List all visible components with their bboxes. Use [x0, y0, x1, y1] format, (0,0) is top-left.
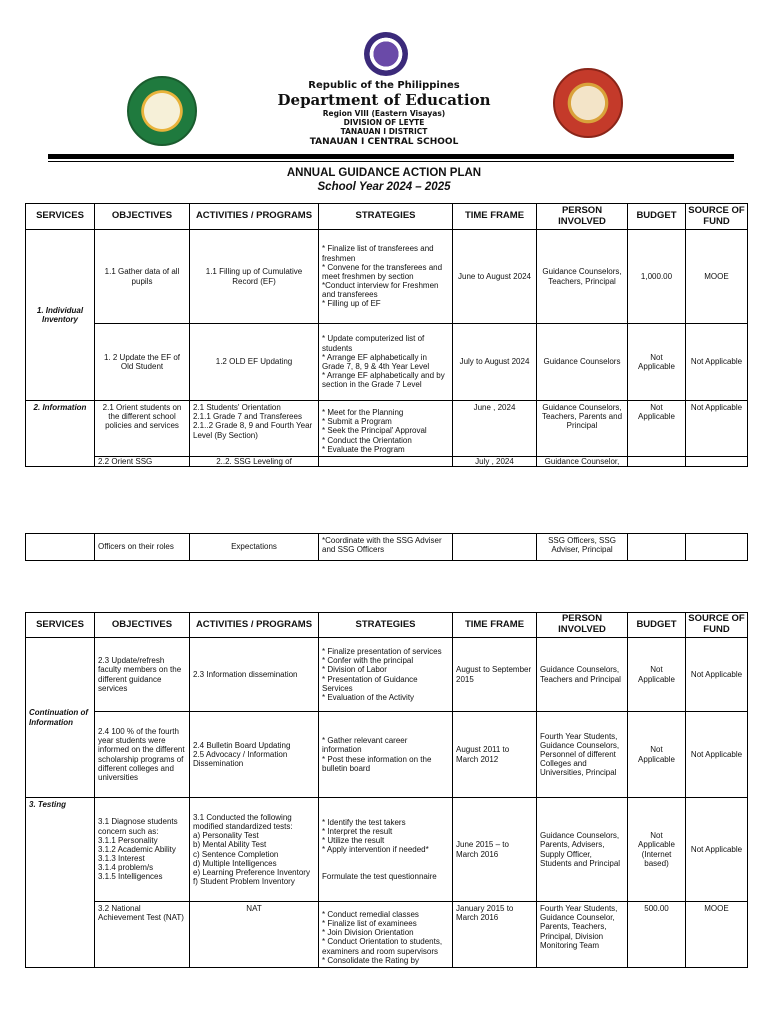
strategies-cell	[319, 401, 453, 457]
strategy-item: * Conduct Orientation to students, examiners and room supervisors	[322, 937, 443, 956]
strategy-item: * Join Division Orientation	[322, 928, 414, 938]
strategy-item: * Arrange EF alphabetically and by section in the Grade 7 Level	[322, 371, 445, 390]
table-row	[26, 902, 748, 968]
col-header-activities: ACTIVITIES / PROGRAMS	[190, 613, 319, 638]
action-plan-table-1	[25, 203, 748, 467]
strategy-item: * Post these information on the bulletin board	[322, 754, 432, 773]
objective-cell: 2.4 100 % of the fourth year students were informed on the different scholarship programs of different colleges and universities	[95, 712, 190, 798]
person-cell: Guidance Counselors	[537, 324, 628, 401]
col-header-strategies: STRATEGIES	[319, 204, 453, 230]
district-text: TANAUAN I DISTRICT	[340, 127, 428, 136]
strategies-cell	[319, 712, 453, 798]
table-row	[26, 534, 748, 561]
strategy-item: * Submit a Program	[322, 417, 392, 427]
header-divider	[48, 154, 734, 159]
table-row	[26, 712, 748, 798]
republic-text: Republic of the Philippines	[308, 80, 460, 91]
strategy-item: * Gather relevant career information	[322, 736, 408, 755]
school-year: School Year 2024 – 2025	[317, 181, 451, 193]
col-header-budget: BUDGET	[628, 204, 686, 230]
strategy-item: * Filling up of EF	[322, 299, 381, 309]
budget-cell: Not Applicable (Internet based)	[628, 798, 686, 902]
strategy-item: * Finalize list of examinees	[322, 919, 417, 929]
time-frame-cell	[453, 534, 537, 561]
person-cell: Guidance Counselors, Parents, Advisers, Supply Officer, Students and Principal	[537, 798, 628, 902]
col-header-activities: ACTIVITIES / PROGRAMS	[190, 204, 319, 230]
service-cell: 1. Individual Inventory	[26, 230, 95, 401]
strategy-item: * Finalize list of transferees and freshmen	[322, 244, 434, 263]
strategy-item: * Arrange EF alphabetically in Grade 7, 8, 9 & 4th Year Level	[322, 352, 430, 371]
col-header-strategies: STRATEGIES	[319, 613, 453, 638]
strategy-item: Formulate the test questionnaire	[322, 872, 437, 882]
strategy-item: and SSG Officers	[322, 545, 385, 555]
service-cell: Continuation of Information	[26, 638, 95, 798]
person-cell: Fourth Year Students, Guidance Counselor, Parents, Teachers, Principal, Division Monitoring Team	[537, 902, 628, 968]
strategy-item: * Finalize presentation of services	[322, 646, 442, 656]
strategies-cell	[319, 230, 453, 324]
fund-cell: Not Applicable	[686, 324, 748, 401]
col-header-fund: SOURCE OF FUND	[686, 613, 748, 638]
strategy-item: * Division of Labor	[322, 665, 387, 675]
col-header-fund: SOURCE OF FUND	[686, 204, 748, 230]
strategy-item: *Coordinate with the SSG Adviser	[322, 536, 442, 545]
time-frame-cell: June , 2024	[453, 401, 537, 457]
strategies-cell	[319, 324, 453, 401]
header-divider-thin	[48, 161, 734, 162]
region-text: Region VIII (Eastern Visayas)	[322, 109, 446, 118]
person-cell: Fourth Year Students, Guidance Counselors, Personnel of different Colleges and Universities, Principal	[537, 712, 628, 798]
time-frame-cell: August to September 2015	[453, 638, 537, 712]
budget-cell: Not Applicable	[628, 638, 686, 712]
budget-cell: Not Applicable	[628, 324, 686, 401]
table-row	[26, 401, 748, 457]
time-frame-cell: June to August 2024	[453, 230, 537, 324]
strategy-item: * Consolidate the Rating by	[322, 955, 419, 965]
strategy-item: * Conduct the Orientation	[322, 435, 412, 445]
table-row	[26, 457, 748, 467]
objective-cell: 2.1 Orient students on the different school policies and services	[95, 401, 190, 457]
fund-cell	[686, 534, 748, 561]
service-cell	[26, 534, 95, 561]
time-frame-cell: August 2011 to March 2012	[453, 712, 537, 798]
objective-cell: 1. 2 Update the EF of Old Student	[95, 324, 190, 401]
objective-cell: 3.1 Diagnose students concern such as: 3.1.1 Personality 3.1.2 Academic Ability 3.1.3 Interest 3.1.4 problem/s 3.1.5 Intelligences	[95, 798, 190, 902]
col-header-budget: BUDGET	[628, 613, 686, 638]
letterhead	[0, 0, 768, 160]
activity-cell: NAT	[190, 902, 319, 968]
strategies-cell	[319, 457, 453, 467]
person-cell: Guidance Counselors, Teachers, Parents and Principal	[537, 401, 628, 457]
col-header-person: PERSON INVOLVED	[537, 613, 628, 638]
department-text: Department of Education	[277, 91, 491, 109]
time-frame-cell: July , 2024	[453, 457, 537, 467]
strategy-item: * Meet for the Planning	[322, 408, 404, 418]
budget-cell: 1,000.00	[628, 230, 686, 324]
strategy-item: * Apply intervention if needed*	[322, 845, 429, 855]
activity-cell: 2.1 Students' Orientation 2.1.1 Grade 7 and Transferees 2.1..2 Grade 8, 9 and Fourth Year Level (By Section)	[190, 401, 319, 457]
person-cell: Guidance Counselors, Teachers and Principal	[537, 638, 628, 712]
col-header-person: PERSON INVOLVED	[537, 204, 628, 230]
col-header-time-frame: TIME FRAME	[453, 204, 537, 230]
table-row	[26, 798, 748, 902]
activity-cell: 2..2. SSG Leveling of	[190, 457, 319, 467]
objective-cell: 2.3 Update/refresh faculty members on the different guidance services	[95, 638, 190, 712]
strategy-spacer	[322, 854, 449, 872]
fund-cell: MOOE	[686, 230, 748, 324]
strategy-item: * Evaluate the Program	[322, 444, 405, 454]
budget-cell: Not Applicable	[628, 401, 686, 457]
person-cell: Guidance Counselor,	[537, 457, 628, 467]
col-header-objectives: OBJECTIVES	[95, 613, 190, 638]
activity-cell: 1.1 Filling up of Cumulative Record (EF)	[190, 230, 319, 324]
fund-cell: Not Applicable	[686, 712, 748, 798]
strategy-item: * Interpret the result	[322, 826, 393, 836]
table-header-row	[26, 613, 748, 638]
fund-cell	[686, 457, 748, 467]
strategy-item: * Seek the Principal' Approval	[322, 426, 427, 436]
strategies-cell	[319, 638, 453, 712]
person-cell: SSG Officers, SSG Adviser, Principal	[537, 534, 628, 561]
budget-cell: 500.00	[628, 902, 686, 968]
activity-cell: 2.3 Information dissemination	[190, 638, 319, 712]
col-header-time-frame: TIME FRAME	[453, 613, 537, 638]
strategy-item: * Convene for the transferees and meet freshmen by section	[322, 262, 443, 281]
fund-cell: Not Applicable	[686, 401, 748, 457]
strategy-item: *Conduct interview for Freshmen and transferees	[322, 281, 439, 300]
strategies-cell	[319, 534, 453, 561]
col-header-services: SERVICES	[26, 613, 95, 638]
activity-cell: 1.2 OLD EF Updating	[190, 324, 319, 401]
school-text: TANAUAN I CENTRAL SCHOOL	[309, 137, 459, 147]
strategy-item: * Evaluation of the Activity	[322, 692, 415, 702]
objective-cell: 1.1 Gather data of all pupils	[95, 230, 190, 324]
budget-cell	[628, 457, 686, 467]
budget-cell: Not Applicable	[628, 712, 686, 798]
col-header-services: SERVICES	[26, 204, 95, 230]
service-cell: 3. Testing	[26, 798, 95, 968]
continuation-table	[25, 533, 748, 561]
table-row	[26, 638, 748, 712]
budget-cell	[628, 534, 686, 561]
document-title: ANNUAL GUIDANCE ACTION PLAN	[286, 167, 482, 179]
strategy-item: * Update computerized list of students	[322, 334, 425, 353]
col-header-objectives: OBJECTIVES	[95, 204, 190, 230]
strategy-item: * Utilize the result	[322, 835, 385, 845]
time-frame-cell: July to August 2024	[453, 324, 537, 401]
fund-cell: Not Applicable	[686, 638, 748, 712]
strategies-cell	[319, 798, 453, 902]
strategy-item: * Identify the test takers	[322, 817, 406, 827]
objective-cell: 2.2 Orient SSG	[95, 457, 190, 467]
division-text: DIVISION OF LEYTE	[343, 118, 425, 127]
table-row	[26, 324, 748, 401]
fund-cell: Not Applicable	[686, 798, 748, 902]
objective-cell: 3.2 National Achievement Test (NAT)	[95, 902, 190, 968]
fund-cell: MOOE	[686, 902, 748, 968]
strategy-item: * Conduct remedial classes	[322, 909, 419, 919]
deped-seal-icon	[364, 32, 408, 76]
strategy-item: * Presentation of Guidance Services	[322, 674, 418, 693]
action-plan-table-2	[25, 612, 748, 968]
activity-cell: 2.4 Bulletin Board Updating 2.5 Advocacy / Information Dissemination	[190, 712, 319, 798]
activity-cell: Expectations	[190, 534, 319, 561]
activity-cell: 3.1 Conducted the following modified standardized tests: a) Personality Test b) Mental Ability Test c) Sentence Completion d) Multiple Intelligences e) Learning Preference Inventory f) Student Problem Inventory	[190, 798, 319, 902]
strategies-cell	[319, 902, 453, 968]
table-header-row	[26, 204, 748, 230]
table-row	[26, 230, 748, 324]
time-frame-cell: January 2015 to March 2016	[453, 902, 537, 968]
strategy-item: * Confer with the principal	[322, 656, 414, 666]
person-cell: Guidance Counselors, Teachers, Principal	[537, 230, 628, 324]
time-frame-cell: June 2015 – to March 2016	[453, 798, 537, 902]
service-cell: 2. Information	[26, 401, 95, 467]
objective-cell: Officers on their roles	[95, 534, 190, 561]
